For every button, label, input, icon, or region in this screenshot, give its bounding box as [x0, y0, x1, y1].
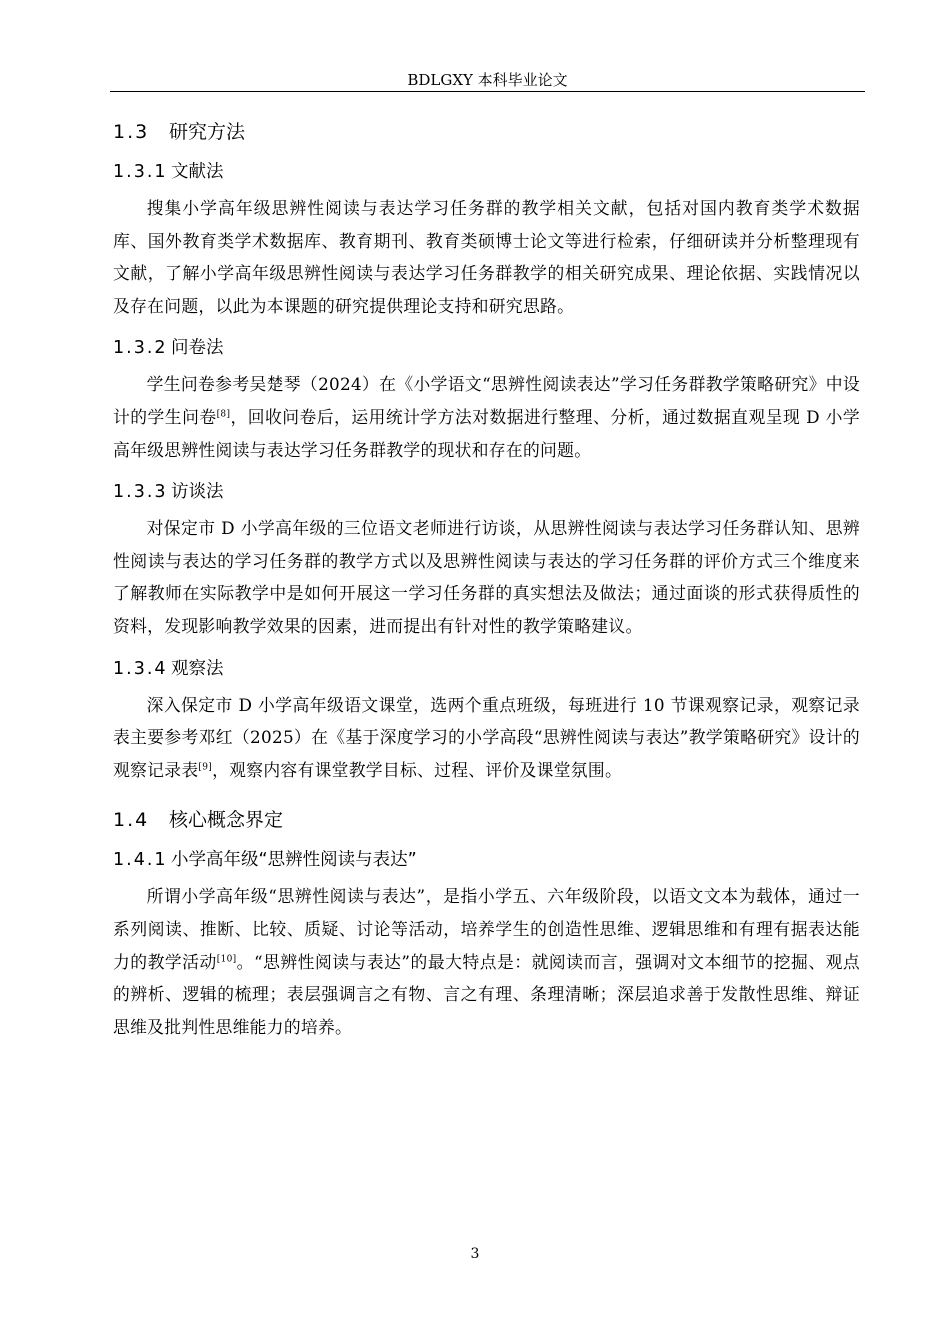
section-heading-1-3 [113, 112, 860, 152]
subsection-title: 小学高年级“思辨性阅读与表达” [171, 850, 417, 871]
section-heading-1-4 [113, 800, 860, 840]
section-title: 研究方法 [169, 121, 246, 143]
paragraph-text: ，观察内容有课堂教学目标、过程、评价及课堂氛围。 [212, 759, 623, 780]
paragraph-observation-method [113, 689, 860, 787]
subsection-number: 1.3.3 [113, 482, 168, 503]
subsection-heading-1-3-1 [113, 152, 860, 192]
paragraph-text: 学生问卷参考吴楚琴（2024）在《小学语文“思辨性阅读表达”学习任务群教学策略研究》中设计的学生问卷 [113, 374, 860, 427]
paragraph-text: ，回收问卷后，运用统计学方法对数据进行整理、分析，通过数据直观呈现 D 小学高年级思辨性阅读与表达学习任务群教学的现状和存在的问题。 [113, 406, 860, 460]
citation: [8] [216, 409, 231, 420]
paragraph-literature-method: 搜集小学高年级思辨性阅读与表达学习任务群的教学相关文献，包括对国内教育类学术数据库、国外教育类学术数据库、教育期刊、教育类硕博士论文等进行检索，仔细研读并分析整理现有文献，了解小学高年级思辨性阅读与表达学习任务群教学的相关研究成果、理论依据、实践情况以及存在问题，以此为本课题的研究提供理论支持和研究思路。 [113, 198, 860, 316]
citation: [9] [198, 762, 213, 773]
running-header: BDLGXY 本科毕业论文 [407, 71, 568, 89]
subsection-heading-1-3-2 [113, 328, 860, 368]
page-number: 3 [470, 1246, 480, 1262]
citation: [10] [216, 953, 237, 964]
subsection-title: 问卷法 [171, 338, 224, 359]
subsection-title: 访谈法 [171, 482, 224, 503]
subsection-number: 1.3.1 [113, 162, 168, 182]
paragraph-questionnaire-method [113, 368, 860, 466]
subsection-title: 文献法 [171, 162, 224, 182]
paragraph-concept-definition [113, 880, 860, 1043]
subsection-number: 1.3.2 [113, 338, 168, 359]
subsection-heading-1-3-4 [113, 649, 860, 689]
header-rule [110, 91, 865, 92]
paragraph-text: 深入保定市 D 小学高年级语文课堂，选两个重点班级，每班进行 10 节课观察记录，观察记录表主要参考邓红（2025）在《基于深度学习的小学高段“思辨性阅读与表达”教学策略研究》设计的观察记录表 [113, 694, 860, 780]
page-body [113, 112, 860, 1043]
section-number: 1.3 [113, 121, 150, 143]
subsection-heading-1-4-1 [113, 840, 860, 880]
subsection-number: 1.3.4 [113, 658, 168, 679]
subsection-title: 观察法 [171, 658, 224, 679]
paragraph-text: 。“思辨性阅读与表达”的最大特点是：就阅读而言，强调对文本细节的挖掘、观点的辨析、逻辑的梳理；表层强调言之有物、言之有理、条理清晰；深层追求善于发散性思维、辩证思维及批判性思维能力的培养。 [113, 951, 860, 1037]
section-title: 核心概念界定 [169, 809, 284, 832]
section-number: 1.4 [113, 809, 150, 832]
subsection-heading-1-3-3 [113, 472, 860, 512]
paragraph-text: 所谓小学高年级“思辨性阅读与表达”，是指小学五、六年级阶段，以语文文本为载体，通过一系列阅读、推断、比较、质疑、讨论等活动，培养学生的创造性思维、逻辑思维和有理有据表达能力的教学活动 [113, 886, 860, 972]
subsection-number: 1.4.1 [113, 850, 168, 871]
paragraph-interview-method: 对保定市 D 小学高年级的三位语文老师进行访谈，从思辨性阅读与表达学习任务群认知、思辨性阅读与表达的学习任务群的教学方式以及思辨性阅读与表达的学习任务群的评价方式三个维度来了解教师在实际教学中是如何开展这一学习任务群的真实想法及做法；通过面谈的形式获得质性的资料，发现影响教学效果的因素，进而提出有针对性的教学策略建议。 [113, 518, 860, 636]
